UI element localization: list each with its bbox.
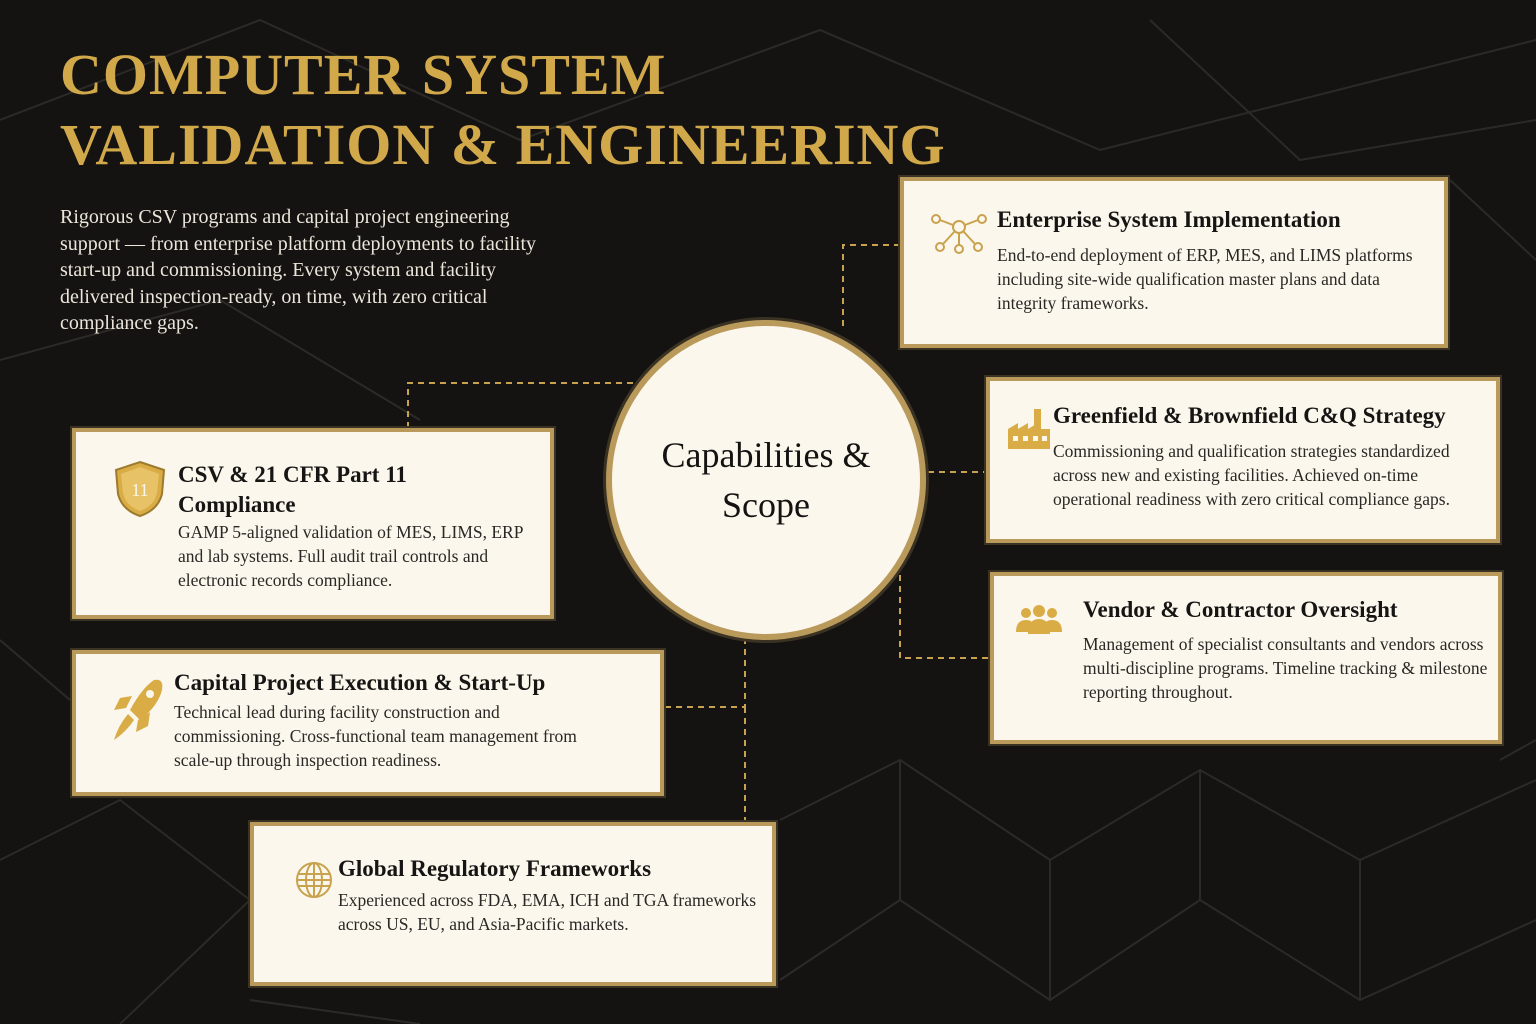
card-body: GAMP 5-aligned validation of MES, LIMS, ERP and lab systems. Full audit trail controls and electronic records compliance. <box>178 522 523 590</box>
capabilities-hub <box>606 320 926 640</box>
connector-capital <box>665 638 745 707</box>
card-body: End-to-end deployment of ERP, MES, and LIMS platforms including site-wide qualification master plans and data integrity frameworks. <box>997 245 1413 313</box>
card-greenfield-brownfield <box>986 377 1500 543</box>
card-global-regulatory <box>250 822 776 986</box>
shield-badge-number: 11 <box>131 480 149 500</box>
card-body: Commissioning and qualification strategies standardized across new and existing facilities. Achieved on-time operational readiness with zero critical compliance gaps. <box>1053 441 1450 509</box>
factory-icon <box>1008 409 1050 453</box>
connector-vendor <box>900 575 990 658</box>
globe-icon <box>294 860 334 904</box>
rocket-icon <box>110 678 166 748</box>
card-title: CSV & 21 CFR Part 11 Compliance <box>178 462 407 517</box>
shield-icon <box>114 460 166 522</box>
card-title: Capital Project Execution & Start-Up <box>174 670 546 695</box>
card-title: Enterprise System Implementation <box>997 207 1341 232</box>
connector-enterprise <box>843 245 900 330</box>
card-title: Vendor & Contractor Oversight <box>1083 597 1398 622</box>
hub-label: Capabilities & Scope <box>661 435 871 525</box>
card-title: Global Regulatory Frameworks <box>338 856 652 881</box>
card-csv-compliance <box>72 428 554 619</box>
card-enterprise-system <box>900 177 1448 348</box>
card-capital-project <box>72 650 664 796</box>
people-icon <box>1016 604 1062 638</box>
card-vendor-oversight <box>990 572 1502 744</box>
connector-csv <box>408 383 635 428</box>
card-body: Management of specialist consultants and vendors across multi-discipline programs. Timeline tracking & milestone reporting throughout. <box>1083 634 1488 702</box>
title-line-1: COMPUTER SYSTEM <box>60 42 667 107</box>
title-line-2: VALIDATION & ENGINEERING <box>60 112 946 177</box>
card-body: Experienced across FDA, EMA, ICH and TGA frameworks across US, EU, and Asia-Pacific markets. <box>338 890 757 934</box>
network-icon <box>930 209 988 259</box>
card-body: Technical lead during facility construction and commissioning. Cross-functional team management from scale-up through inspection readiness. <box>174 702 577 770</box>
intro-paragraph: Rigorous CSV programs and capital project engineering support — from enterprise platform deployments to facility start-up and commissioning. Every system and facility delivered inspection-ready, on time, with zero critical compliance gaps. <box>60 206 536 334</box>
card-title: Greenfield & Brownfield C&Q Strategy <box>1053 403 1446 428</box>
